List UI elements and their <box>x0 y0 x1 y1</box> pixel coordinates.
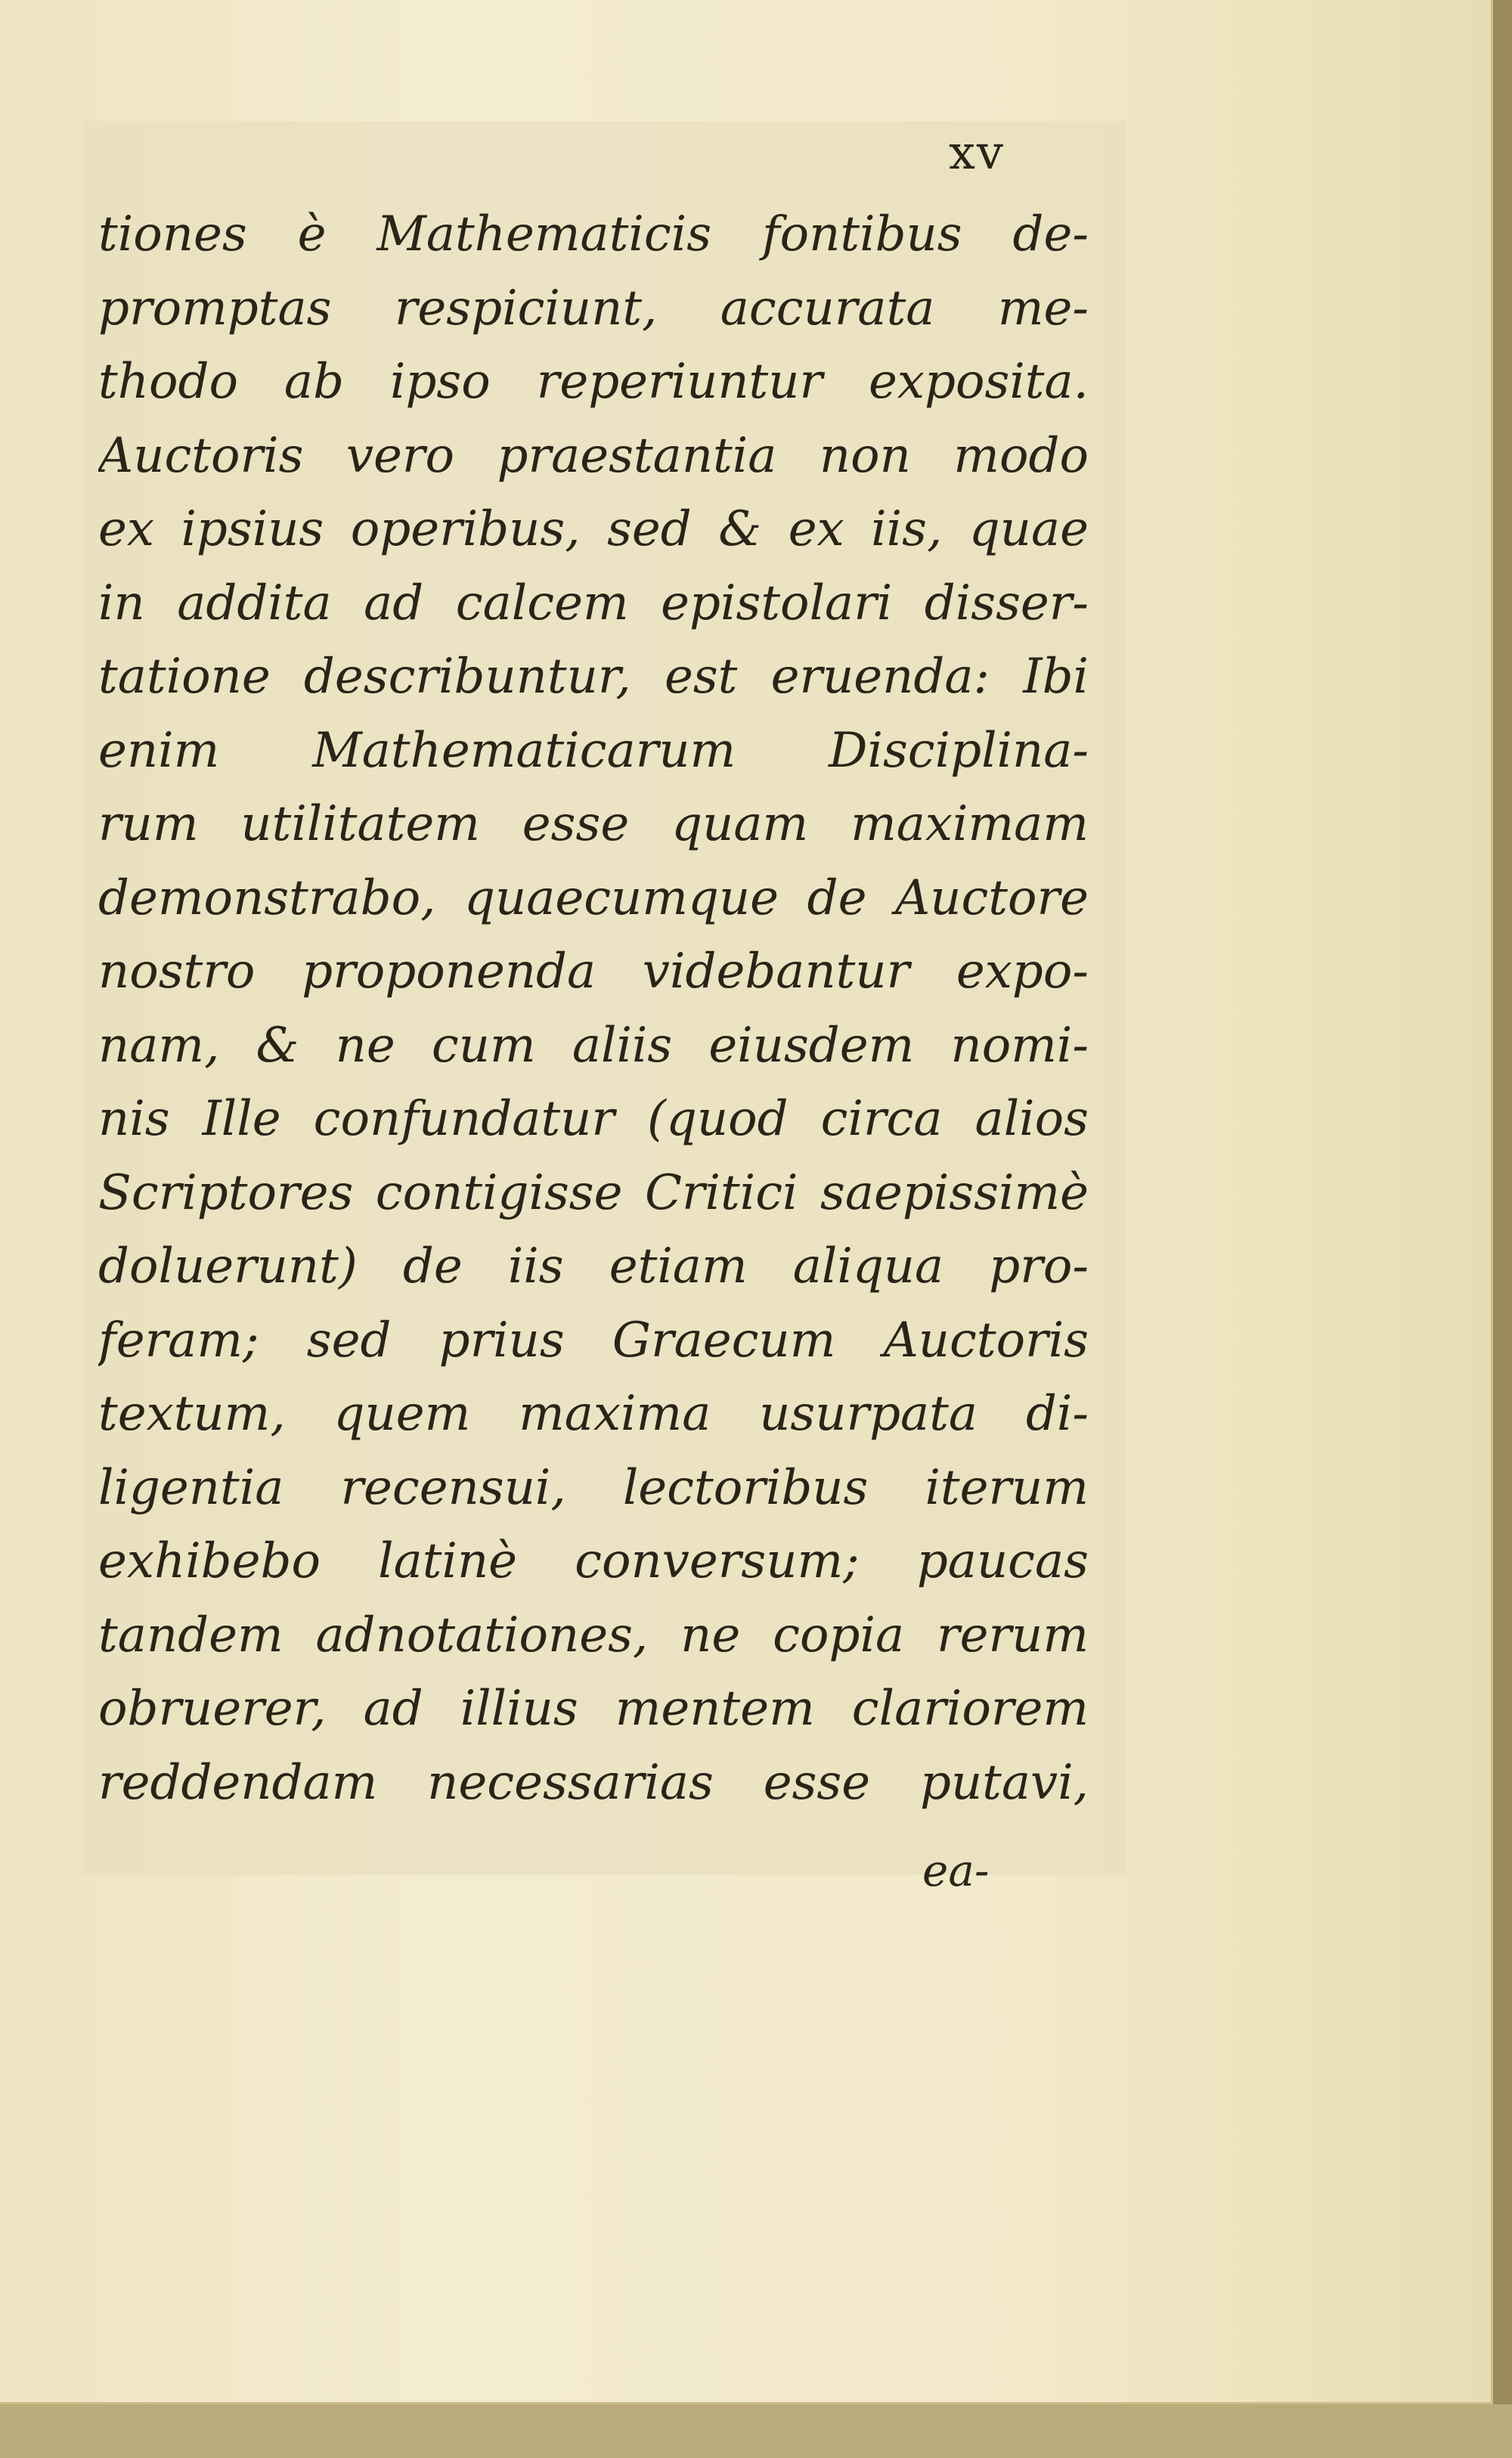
text-line: reddendam necessarias esse putavi, <box>98 1754 1089 1811</box>
text-line: ex ipsius operibus, sed & ex iis, quae <box>98 501 1089 557</box>
text-line: tandem adnotationes, ne copia rerum <box>98 1607 1089 1663</box>
text-line: in addita ad calcem epistolari disser- <box>98 575 1089 631</box>
text-line: tiones è Mathematicis fontibus de- <box>98 206 1089 262</box>
text-line: nam, & ne cum aliis eiusdem nomi- <box>98 1017 1089 1074</box>
text-line: tatione describuntur, est eruenda: Ibi <box>98 649 1089 705</box>
text-line: thodo ab ipso reperiuntur exposita. <box>98 354 1089 410</box>
text-line: nostro proponenda videbantur expo- <box>98 944 1089 1000</box>
text-line: Scriptores contigisse Critici saepissimè <box>98 1164 1089 1221</box>
text-line: demonstrabo, quaecumque de Auctore <box>98 869 1089 926</box>
text-line: ligentia recensui, lectoribus iterum <box>98 1459 1089 1516</box>
page-bottom-margin <box>0 2404 1512 2458</box>
text-line: feram; sed prius Graecum Auctoris <box>98 1312 1089 1368</box>
text-line: nis Ille confundatur (quod circa alios <box>98 1091 1089 1147</box>
text-line: exhibebo latinè conversum; paucas <box>98 1533 1089 1589</box>
text-line: promptas respiciunt, accurata me- <box>98 280 1089 336</box>
text-line: rum utilitatem esse quam maximam <box>98 796 1089 852</box>
body-text <box>98 198 1089 1820</box>
text-line: obruerer, ad illius mentem clariorem <box>98 1681 1089 1737</box>
text-line: Auctoris vero praestantia non modo <box>98 427 1089 484</box>
page-edge <box>1493 0 1512 2458</box>
catchword: ea- <box>922 1845 990 1896</box>
text-line: textum, quem maxima usurpata di- <box>98 1386 1089 1442</box>
page-number: xv <box>949 125 1005 180</box>
text-line: doluerunt) de iis etiam aliqua pro- <box>98 1238 1089 1294</box>
text-line: enim Mathematicarum Disciplina- <box>98 722 1089 779</box>
